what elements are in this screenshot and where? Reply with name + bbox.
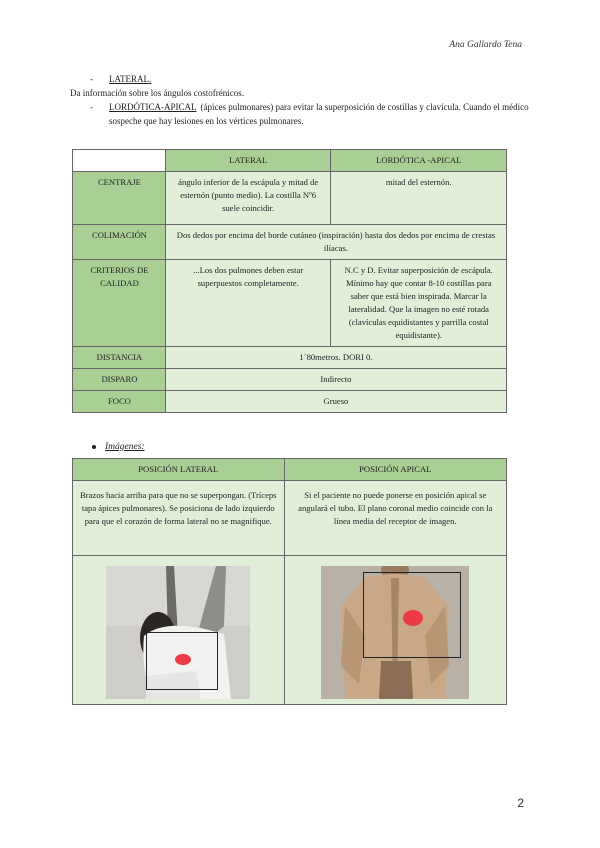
- intro-bullets: [70, 72, 530, 128]
- page-number: 2: [517, 796, 524, 810]
- cell-apical-text: Si el paciente no puede ponerse en posición apical se angulará el tubo. El plano coronal medio coincide con la línea media del receptor de imagen.: [284, 481, 506, 556]
- cell-centraje-lateral: ángulo inferior de la escápula y mitad de esternón (punto medio). La costilla Nº6 suele coincidir.: [165, 172, 331, 225]
- table-row: [73, 347, 507, 369]
- table-row: [73, 481, 507, 556]
- cell-lateral-text: Brazos hacia arriba para que no se superpongan. (Tríceps tapa ápices pulmonares). Se posiciona de lado izquierdo para que el corazón de forma lateral no se magnifique.: [73, 481, 285, 556]
- table-row: [73, 391, 507, 413]
- positions-table: [72, 458, 507, 705]
- row-label-colimacion: COLIMACIÓN: [73, 225, 166, 260]
- col-header-lateral: LATERAL: [165, 150, 331, 172]
- bullet-apical: - LORDÓTICA-APICAL (ápices pulmonares) para evitar la superposición de costillas y clavícula. Cuando el médico sospeche que hay lesiones en los vértices pulmonares.: [90, 102, 529, 126]
- author-header: Ana Gallardo Tena: [449, 40, 522, 50]
- row-label-centraje: CENTRAJE: [73, 172, 166, 225]
- cell-foco: Grueso: [165, 391, 506, 413]
- bullet-lateral: - LATERAL.: [90, 74, 152, 84]
- table-row: [73, 260, 507, 347]
- images-heading-text: Imágenes:: [105, 442, 145, 452]
- cell-apical-photo: [284, 556, 506, 705]
- col-header-posicion-apical: POSICIÓN APICAL: [284, 459, 506, 481]
- row-label-foco: FOCO: [73, 391, 166, 413]
- row-label-distancia: DISTANCIA: [73, 347, 166, 369]
- table-row: [73, 369, 507, 391]
- bullet-dot-icon: [92, 445, 96, 449]
- cell-criterios-apical: N.C y D. Evitar superposición de escápula. Mínimo hay que contar 8-10 costillas para saber que está bien inspirada. Marcar la lateralidad. Que la imagen no esté rotada (clavículas equidistantes y parrilla costal equidistante).: [331, 260, 507, 347]
- bullet-lateral-label: LATERAL.: [109, 74, 152, 84]
- table-row: [73, 556, 507, 705]
- cell-disparo: Indirecto: [165, 369, 506, 391]
- col-header-apical: LORDÓTICA -APICAL: [331, 150, 507, 172]
- table-row: [73, 172, 507, 225]
- cell-centraje-apical: mitad del esternón.: [331, 172, 507, 225]
- apical-position-photo: [321, 566, 469, 699]
- lateral-position-photo: [106, 566, 250, 699]
- table-row: [73, 225, 507, 260]
- cell-lateral-photo: [73, 556, 285, 705]
- bullet-lateral-description: Da información sobre los ángulos costofrénicos.: [70, 88, 244, 98]
- cell-criterios-lateral: ...Los dos pulmones deben estar superpuestos completamente.: [165, 260, 331, 347]
- row-label-criterios: CRITERIOS DE CALIDAD: [73, 260, 166, 347]
- bullet-apical-text: (ápices pulmonares) para evitar la superposición de costillas y clavícula. Cuando el médico sospeche que hay lesiones en los vértices pulmonares.: [109, 102, 529, 126]
- col-header-posicion-lateral: POSICIÓN LATERAL: [73, 459, 285, 481]
- cell-colimacion: Dos dedos por encima del borde cutáneo (inspiración) hasta dos dedos por encima de crestas ilíacas.: [165, 225, 506, 260]
- cell-distancia: 1´80metros. DORI 0.: [165, 347, 506, 369]
- bullet-apical-label: LORDÓTICA-APICAL: [109, 102, 197, 112]
- row-label-disparo: DISPARO: [73, 369, 166, 391]
- projection-table: [72, 149, 507, 413]
- images-heading: [92, 442, 145, 452]
- table-header-row: [73, 459, 507, 481]
- table-header-row: [73, 150, 507, 172]
